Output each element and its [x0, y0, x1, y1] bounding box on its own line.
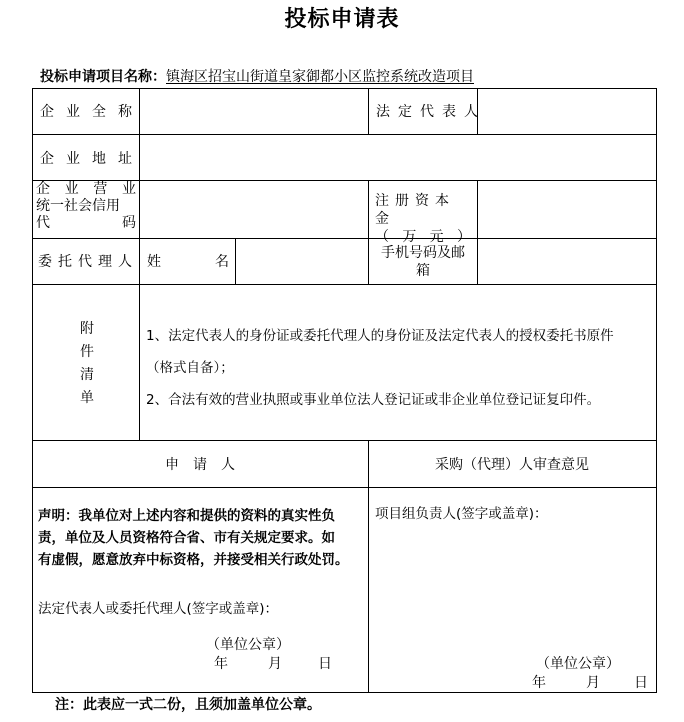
capital-label [375, 192, 471, 246]
row-divider [32, 440, 657, 441]
col-divider [477, 180, 478, 285]
date-month: 月 [586, 675, 600, 691]
label-char: 万 [402, 229, 417, 245]
col-divider [368, 440, 369, 693]
label-line: 统一社会信用 [36, 198, 120, 214]
row-divider [32, 487, 657, 488]
date-day: 日 [318, 656, 332, 672]
attachment-item: （格式自备）； [146, 360, 234, 376]
declaration-text [38, 505, 368, 571]
label-char: 码 [122, 215, 136, 231]
legal-rep-label: 法定代表人 [376, 104, 486, 120]
label-char: 件 [80, 344, 94, 360]
attachment-item: 2、合法有效的营业执照或事业单位法人登记证或非企业单位登记证复印件。 [146, 392, 601, 408]
reviewer-header: 采购（代理）人审查意见 [435, 457, 589, 473]
date-year: 年 [214, 656, 228, 672]
applicant-signature-field[interactable] [40, 620, 360, 640]
col-divider [235, 238, 236, 285]
label-line [36, 181, 136, 198]
capital-field[interactable] [479, 182, 655, 238]
label-char: 营 [93, 181, 108, 197]
table-border-right [656, 88, 657, 693]
label-text: 注册资本金 [375, 193, 455, 227]
company-name-label [40, 103, 132, 121]
attachments-label [76, 318, 98, 410]
row-divider [32, 238, 657, 239]
label-char: ） [456, 229, 471, 245]
agent-name-field[interactable] [237, 240, 367, 284]
label-char: 地 [92, 151, 106, 167]
applicant-signature-label: 法定代表人或委托代理人(签字或盖章)： [38, 601, 279, 617]
label-char: 姓 [147, 254, 161, 270]
label-char: 全 [92, 104, 106, 120]
applicant-header: 申 请 人 [165, 457, 235, 473]
label-char: （ [375, 229, 389, 245]
declaration-line: 声明：我单位对上述内容和提供的资料的真实性负 [38, 508, 335, 524]
label-char: 清 [80, 367, 94, 383]
phone-email-field[interactable] [479, 240, 655, 284]
label-char: 元 [429, 229, 444, 245]
col-divider [368, 88, 369, 135]
label-char: 名 [215, 254, 229, 270]
reviewer-seal-label: （单位公章） [536, 656, 620, 672]
company-name-field[interactable] [141, 90, 367, 134]
label-line: 箱 [416, 263, 430, 279]
label-char: 企 [40, 151, 54, 167]
label-char: 业 [121, 181, 136, 197]
credit-code-label [36, 181, 136, 232]
legal-rep-field[interactable] [479, 90, 655, 134]
label-line [375, 192, 471, 228]
project-name-value: 镇海区招宝山街道皇家御都小区监控系统改造项目 [166, 69, 474, 85]
label-char: 业 [64, 181, 79, 197]
address-field[interactable] [141, 136, 655, 180]
project-name-line [40, 66, 480, 86]
date-month: 月 [268, 656, 282, 672]
label-line: 手机号码及邮 [381, 245, 465, 261]
row-divider [32, 134, 657, 135]
table-border-bottom [32, 692, 657, 693]
attachments-list [146, 320, 656, 416]
applicant-seal-label: （单位公章） [206, 637, 290, 653]
label-line [36, 215, 136, 232]
address-label [40, 150, 132, 168]
label-char: 附 [80, 321, 94, 337]
label-char: 代 [36, 215, 50, 231]
page-title: 投标申请表 [284, 7, 400, 32]
project-name-label: 投标申请项目名称： [40, 69, 166, 85]
reviewer-signature-field[interactable] [376, 530, 646, 650]
date-year: 年 [532, 675, 546, 691]
label-char: 单 [80, 390, 94, 406]
attachment-item: 1、法定代表人的身份证或委托代理人的身份证及法定代表人的授权委托书原件 [146, 328, 614, 344]
reviewer-signature-label: 项目组负责人(签字或盖章)： [375, 506, 548, 522]
label-char: 企 [40, 104, 54, 120]
table-border-left [32, 88, 33, 693]
credit-code-field[interactable] [141, 182, 367, 238]
col-divider [368, 180, 369, 285]
agent-label: 委托代理人 [38, 254, 138, 270]
row-divider [32, 284, 657, 285]
footnote: 注：此表应一式二份，且须加盖单位公章。 [55, 697, 321, 713]
label-char: 业 [66, 104, 80, 120]
phone-email-label [373, 244, 473, 280]
declaration-line: 责，单位及人员资格符合省、市有关规定要求。如 [38, 530, 335, 546]
declaration-line: 有虚假，愿意放弃中标资格，并接受相关行政处罚。 [38, 552, 349, 568]
col-divider [139, 88, 140, 441]
agent-name-label [147, 253, 229, 271]
label-char: 称 [118, 104, 132, 120]
date-day: 日 [634, 675, 648, 691]
label-char: 业 [66, 151, 80, 167]
label-char: 址 [118, 151, 132, 167]
label-char: 企 [36, 181, 50, 197]
table-border-top [32, 88, 657, 89]
